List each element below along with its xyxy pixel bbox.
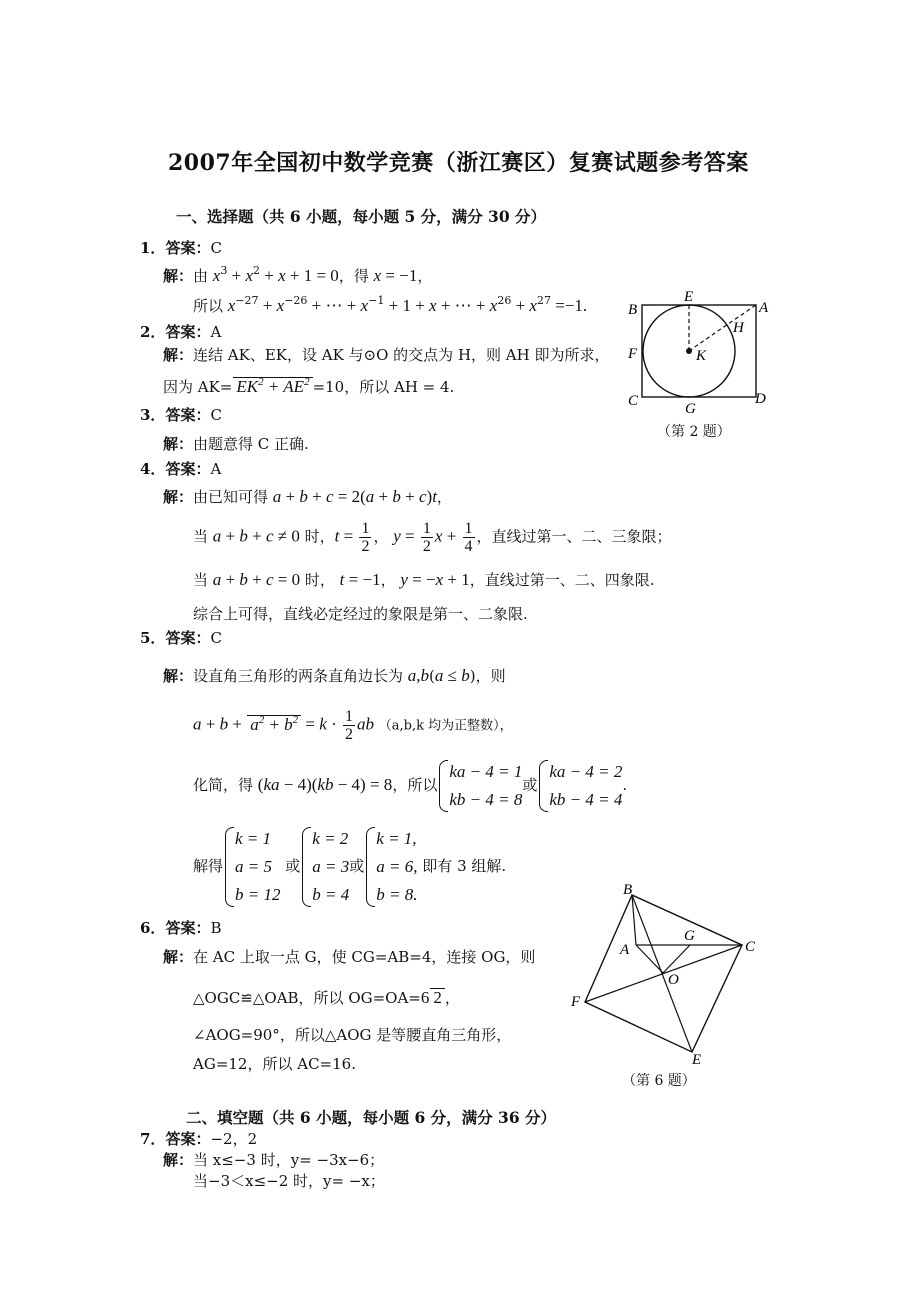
answer-label: 答案：	[165, 239, 211, 257]
answer-line	[140, 628, 222, 648]
answer-value: −2，2	[210, 1130, 258, 1148]
answer-label: 答案：	[165, 406, 211, 424]
solution-line: △OGC≌△OAB，所以 OG=OA=6 2 ，	[193, 988, 460, 1007]
solution-text: 在 AC 上取一点 G，使 CG=AB=4，连接 OG，则	[193, 948, 536, 966]
question-number: 5．	[140, 629, 166, 647]
answer-line	[140, 322, 221, 342]
answer-value: C	[210, 239, 222, 257]
point-label: G	[685, 401, 696, 417]
solution-line: 解：由已知可得 a + b + c = 2(a + b + c)t，	[163, 487, 452, 506]
answer-line	[140, 405, 222, 425]
solution-line: AG=12，所以 AC=16.	[193, 1055, 356, 1073]
solution-line: $a + b + a^2 + b^2 = k$ · $\frac{1}{2}$ ab （a,b,k 均为正整数），	[193, 708, 513, 743]
section-heading: 一、选择题（共 6 小题，每小题 5 分，满分 30 分）	[176, 207, 547, 226]
question-number: 6．	[140, 919, 166, 937]
answer-value: A	[210, 460, 222, 478]
question-number: 7．	[140, 1130, 166, 1148]
answer-value: C	[210, 406, 222, 424]
solution-label: 解：	[163, 435, 194, 453]
answer-line	[140, 1129, 257, 1149]
question-number: 4．	[140, 460, 166, 478]
question-number: 2．	[140, 323, 166, 341]
solution-text: 连结 AK、EK，设 AK 与⊙O 的交点为 H，则 AH 即为所求，	[193, 346, 610, 364]
solution-line: 当 a + b + c ≠ 0 时，t = $\frac{1}{2}$ ， y = $\frac{1}{2}$ x + $\frac{1}{4}$ ，直线过第一、二、三象限；	[193, 520, 672, 555]
point-label: H	[733, 320, 744, 336]
solution-text: 即有 3 组解.	[422, 857, 507, 875]
point-label: A	[759, 300, 769, 316]
solution-line: 因为 $AK= EK^2 + AE^2 =10$，所以 AH = 4.	[163, 376, 455, 396]
solution-note: （a,b,k 均为正整数），	[378, 718, 513, 734]
answer-value: B	[210, 919, 222, 937]
point-label: C	[745, 939, 756, 955]
answer-label: 答案：	[165, 629, 211, 647]
solution-text: 当 x≤−3 时，y= −3x−6；	[193, 1151, 385, 1169]
solution-label: 解：	[163, 346, 194, 364]
solution-label: 解：	[163, 1151, 194, 1169]
question-number: 3．	[140, 406, 166, 424]
point-label: K	[696, 348, 707, 364]
solution-label: 解：	[163, 267, 194, 285]
figure-caption: （第 6 题）	[622, 1073, 696, 1089]
answer-line	[140, 238, 222, 258]
solution-line: 解：由 $x^3 + x^2 + x + 1 = 0$，得 x = −1，	[163, 264, 433, 285]
solution-label: 解：	[163, 488, 194, 506]
solution-line: ∠AOG=90°，所以△AOG 是等腰直角三角形，	[193, 1026, 512, 1044]
point-label: F	[628, 346, 638, 362]
answer-line	[140, 918, 221, 938]
point-label: O	[668, 972, 679, 988]
point-label: C	[628, 393, 639, 409]
point-label: E	[692, 1052, 702, 1068]
point-label: F	[571, 994, 581, 1010]
page-title: 2007年全国初中数学竞赛（浙江赛区）复赛试题参考答案	[168, 150, 749, 176]
figure-6	[562, 878, 762, 1078]
solution-line: 所以 $x^{-27} + x^{-26}$ + ⋯ + $x^{-1} + 1 + x$ + ⋯ + $x^{26} + x^{27} =-1$.	[193, 294, 588, 315]
answer-line	[140, 459, 221, 479]
point-label: E	[684, 289, 694, 305]
question-number: 1．	[140, 239, 166, 257]
solution-line: 当 a + b + c = 0 时， t = −1， y = −x + 1，直线过第一、二、四象限.	[193, 570, 655, 589]
point-label: D	[755, 391, 766, 407]
solution-line: 当−3＜x≤−2 时，y= −x；	[193, 1172, 385, 1190]
section-heading: 二、填空题（共 6 小题，每小题 6 分，满分 36 分）	[186, 1108, 557, 1127]
solution-line	[163, 947, 535, 967]
answer-label: 答案：	[165, 1130, 211, 1148]
solution-text: 因为 AK=	[163, 378, 233, 396]
solution-line: 解：设直角三角形的两条直角边长为 a,b(a ≤ b)，则	[163, 666, 506, 685]
answer-value: C	[210, 629, 222, 647]
point-label: A	[620, 942, 630, 958]
solution-line: 综合上可得，直线必定经过的象限是第一、二象限.	[193, 605, 528, 623]
solution-line	[163, 434, 309, 454]
solution-line: 解得 k = 1 a = 5 b = 12 或 k = 2 a = 3 b = 4 或 k = 1, a = 6, b = 8. 即有 3 组解.	[193, 825, 506, 909]
answer-value: A	[210, 323, 222, 341]
point-label: B	[623, 882, 633, 898]
point-label: G	[684, 928, 695, 944]
point-label: B	[628, 302, 638, 318]
solution-label: 解：	[163, 667, 194, 685]
solution-label: 解：	[163, 948, 194, 966]
figure-2	[622, 288, 772, 438]
answer-label: 答案：	[165, 919, 211, 937]
answer-label: 答案：	[165, 323, 211, 341]
figure-caption: （第 2 题）	[657, 424, 731, 440]
solution-text: 由题意得 C 正确.	[193, 435, 309, 453]
answer-label: 答案：	[165, 460, 211, 478]
solution-line	[163, 345, 610, 365]
solution-line	[163, 1150, 384, 1170]
solution-line: 化简，得 (ka − 4)(kb − 4) = 8，所以 ka − 4 = 1 kb − 4 = 8 或 ka − 4 = 2 kb − 4 = 4 .	[193, 758, 627, 814]
solution-text: =10，所以 AH = 4.	[312, 378, 455, 396]
